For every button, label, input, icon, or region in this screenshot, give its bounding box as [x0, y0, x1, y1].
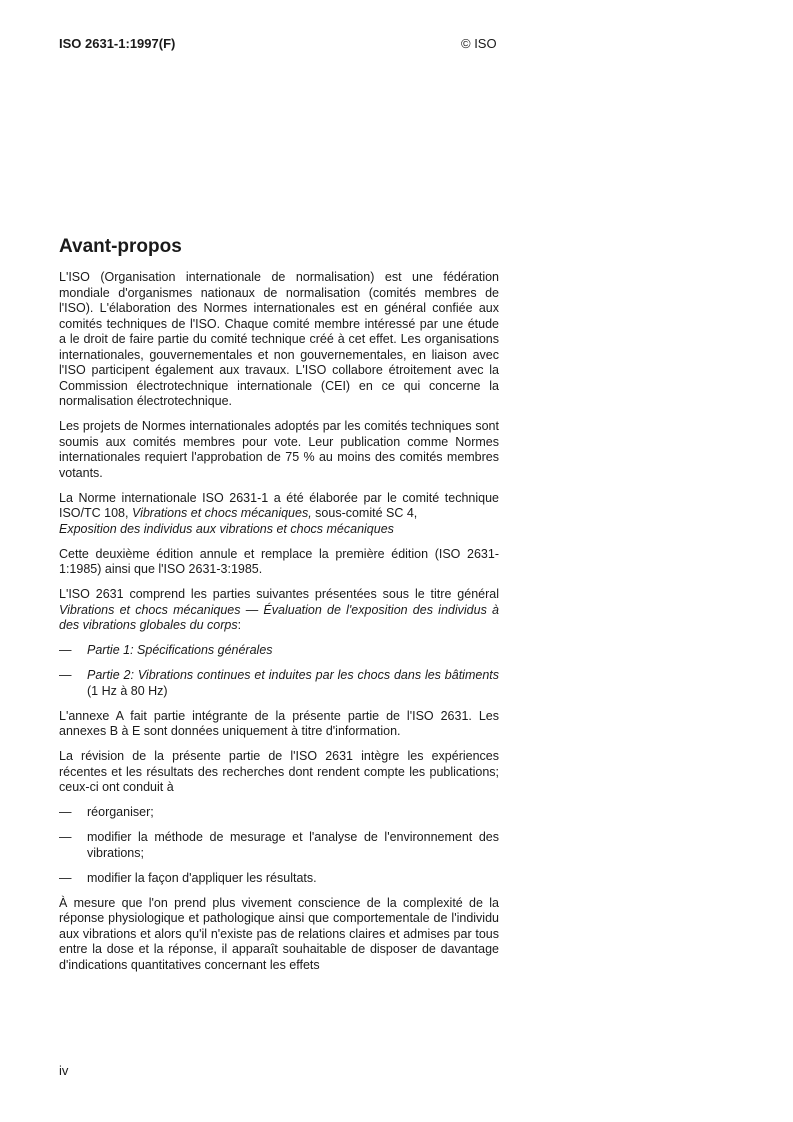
body-text — [59, 270, 499, 983]
parts-colon: : — [237, 618, 242, 632]
dash-bullet: — — [59, 830, 72, 844]
dash-bullet: — — [59, 668, 72, 682]
paragraph-revision: La révision de la présente partie de l'ISO 2631 intègre les expériences récentes et les résultats des recherches dont rendent compte les publications; ceux-ci ont conduit à — [59, 749, 499, 794]
committee-text-1: La Norme internationale ISO 2631-1 a été élaborée par le comité technique ISO/TC 108, — [59, 490, 499, 520]
list-item-text: modifier la méthode de mesurage et l'analyse de l'environnement des vibrations; — [87, 830, 499, 860]
paragraph-annexes: L'annexe A fait partie intégrante de la présente partie de l'ISO 2631. Les annexes B à E sont données uniquement à titre d'information. — [59, 708, 499, 738]
page-number: iv — [59, 1063, 69, 1078]
list-item — [59, 805, 499, 821]
document-id: ISO 2631-1:1997(F) — [59, 36, 176, 51]
committee-title: Vibrations et chocs mécaniques, — [131, 506, 312, 520]
subcommittee-title: Exposition des individus aux vibrations et chocs mécaniques — [59, 521, 394, 536]
dash-bullet: — — [59, 643, 72, 657]
copyright-notice: © ISO — [461, 36, 497, 51]
list-item-text: modifier la façon d'appliquer les résultats. — [87, 870, 317, 885]
paragraph-edition: Cette deuxième édition annule et remplace la première édition (ISO 2631-1:1985) ainsi que l'ISO 2631-3:1985. — [59, 546, 499, 576]
list-item — [59, 871, 499, 887]
list-item — [59, 830, 499, 861]
list-item-text: réorganiser; — [87, 805, 154, 819]
part-1-label: Partie 1: Spécifications générales — [87, 643, 273, 657]
part-2-range: (1 Hz à 80 Hz) — [87, 683, 168, 698]
section-title: Avant-propos — [59, 236, 182, 257]
part-item-text — [87, 668, 499, 699]
part-2-label: Partie 2: Vibrations continues et induites par les chocs dans les bâtiments — [87, 668, 499, 682]
paragraph-organisation: L'ISO (Organisation internationale de normalisation) est une fédération mondiale d'organismes nationaux de normalisation (comités membres de l'ISO). L'élaboration des Normes internationales est en général confiée aux comités techniques de l'ISO. Chaque comité membre intéressé par une étude a le droit de faire partie du comité technique créé à cet effet. Les organisations internationales, gouvernementales et non gouvernementales, en liaison avec l'ISO participent également aux travaux. L'ISO collabore étroitement avec la Commission électrotechnique internationale (CEI) en ce qui concerne la normalisation électrotechnique. — [59, 270, 499, 408]
paragraph-parts — [59, 587, 499, 634]
general-title: Vibrations et chocs mécaniques — Évaluation de l'exposition des individus à des vibrations globales du corps — [59, 602, 499, 632]
part-item-text — [87, 643, 499, 659]
paragraph-awareness: À mesure que l'on prend plus vivement conscience de la complexité de la réponse physiologique et pathologique ainsi que comportementale de l'individu aux vibrations et alors qu'il n'existe pas de relations claires et admises par tous entre la dose et la réponse, il apparaît souhaitable de disposer de davantage d'indications quantitatives concernant les effets — [59, 895, 499, 972]
paragraph-committee — [59, 491, 499, 538]
committee-text-2: sous-comité SC 4, — [311, 506, 418, 520]
part-item-2 — [59, 668, 499, 699]
dash-bullet: — — [59, 805, 72, 819]
parts-intro: L'ISO 2631 comprend les parties suivantes présentées sous le titre général — [59, 587, 499, 601]
dash-bullet: — — [59, 870, 72, 885]
part-item-1 — [59, 643, 499, 659]
paragraph-vote: Les projets de Normes internationales adoptés par les comités techniques sont soumis aux comités membres pour vote. Leur publication comme Normes internationales requiert l'approbation de 75 % au moins des comités membres votants. — [59, 419, 499, 480]
